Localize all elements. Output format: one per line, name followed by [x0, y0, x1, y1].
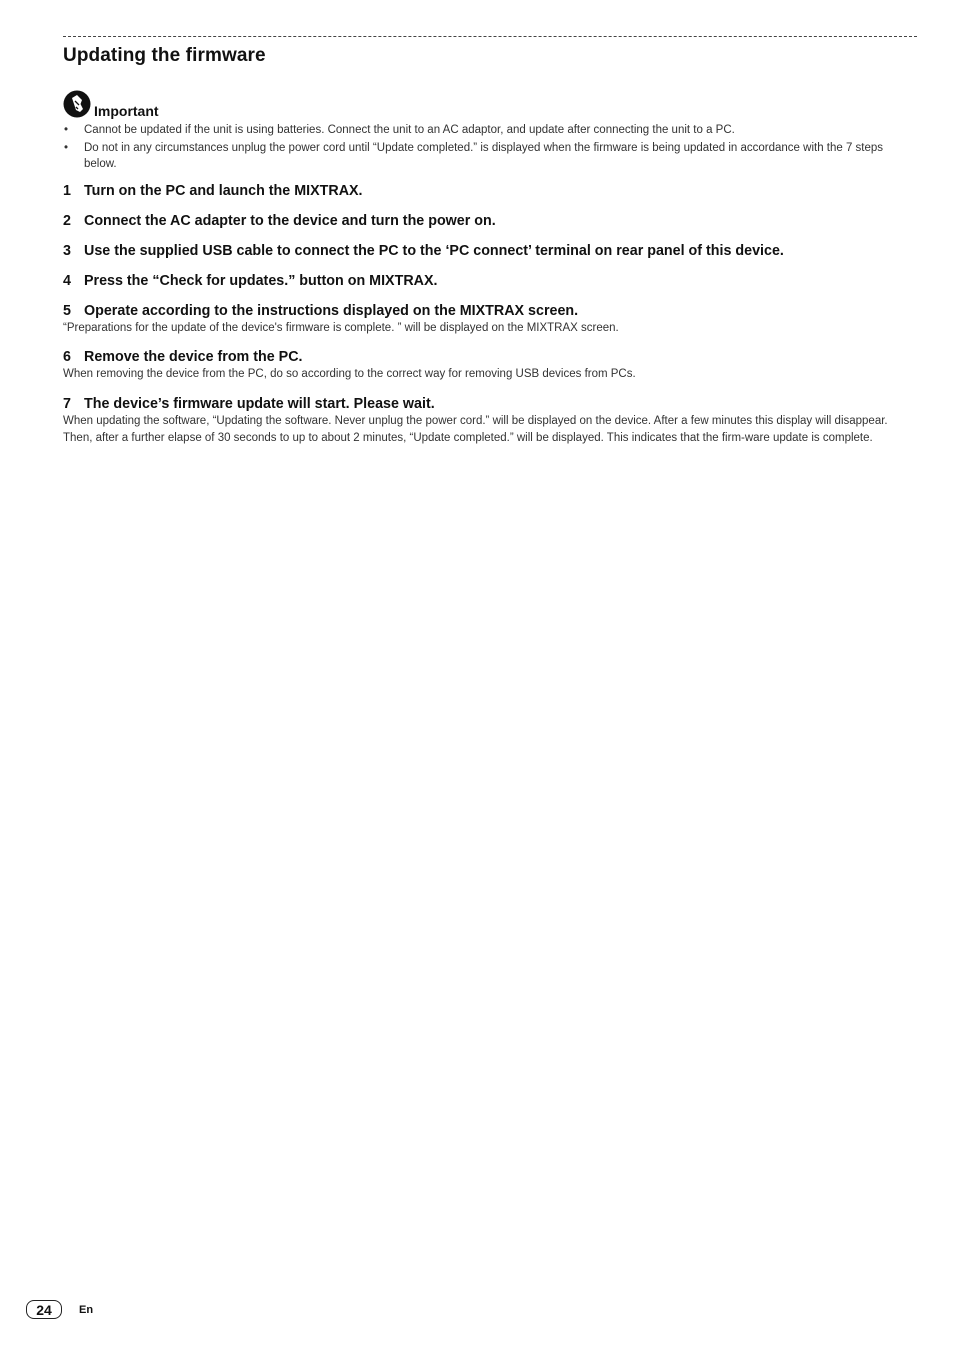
hand-warning-icon — [63, 90, 91, 118]
section-title: Updating the firmware — [63, 45, 266, 66]
page-number: 24 — [26, 1300, 62, 1319]
step-title: Use the supplied USB cable to connect the PC to the ‘PC connect’ terminal on rear panel of this device. — [84, 243, 784, 259]
step-description: When removing the device from the PC, do so according to the correct way for removing USB devices from PCs. — [63, 368, 636, 380]
step-number: 3 — [63, 243, 71, 259]
step-number: 6 — [63, 349, 71, 365]
section-divider — [63, 36, 917, 37]
step-number: 5 — [63, 303, 71, 319]
step-title: The device’s firmware update will start. Please wait. — [84, 396, 435, 412]
step-title: Connect the AC adapter to the device and turn the power on. — [84, 213, 496, 229]
step-heading — [63, 302, 917, 320]
step-heading — [63, 242, 917, 260]
step-heading — [63, 212, 917, 230]
step-heading — [63, 272, 917, 290]
bullet-dot-icon: • — [64, 141, 69, 154]
step-5 — [63, 302, 917, 337]
step-7 — [63, 395, 917, 447]
step-heading — [63, 182, 917, 200]
bullet-item — [63, 122, 917, 139]
step-number: 2 — [63, 213, 71, 229]
bullet-text: Do not in any circumstances unplug the power cord until “Update completed.” is displayed when the firmware is being updated in accordance with the 7 steps below. — [84, 141, 884, 171]
step-title: Press the “Check for updates.” button on MIXTRAX. — [84, 273, 438, 289]
step-number: 1 — [63, 183, 71, 199]
step-title: Remove the device from the PC. — [84, 349, 303, 365]
step-description: When updating the software, “Updating the software. Never unplug the power cord.” will be displayed on the device. After a few minutes this display will disappear. Then, after a further elapse of 30 seconds to up to about 2 minutes, “Update completed.” will be displayed. This indicates that the firm-ware update is complete. — [63, 415, 888, 444]
important-bullet-list — [63, 122, 917, 174]
step-description: “Preparations for the update of the device's firmware is complete. ” will be displayed on the MIXTRAX screen. — [63, 322, 619, 334]
step-title: Turn on the PC and launch the MIXTRAX. — [84, 183, 363, 199]
step-1 — [63, 182, 917, 200]
bullet-item — [63, 140, 917, 173]
step-number: 4 — [63, 273, 71, 289]
step-number: 7 — [63, 396, 71, 412]
step-heading — [63, 348, 917, 366]
step-title: Operate according to the instructions displayed on the MIXTRAX screen. — [84, 303, 579, 319]
step-heading — [63, 395, 917, 413]
important-label: Important — [94, 103, 159, 119]
step-3 — [63, 242, 917, 260]
step-2 — [63, 212, 917, 230]
bullet-text: Cannot be updated if the unit is using batteries. Connect the unit to an AC adaptor, and update after connecting the unit to a PC. — [84, 124, 735, 136]
bullet-dot-icon: • — [64, 124, 69, 136]
language-code: En — [79, 1304, 94, 1316]
step-4 — [63, 272, 917, 290]
step-6 — [63, 348, 917, 383]
